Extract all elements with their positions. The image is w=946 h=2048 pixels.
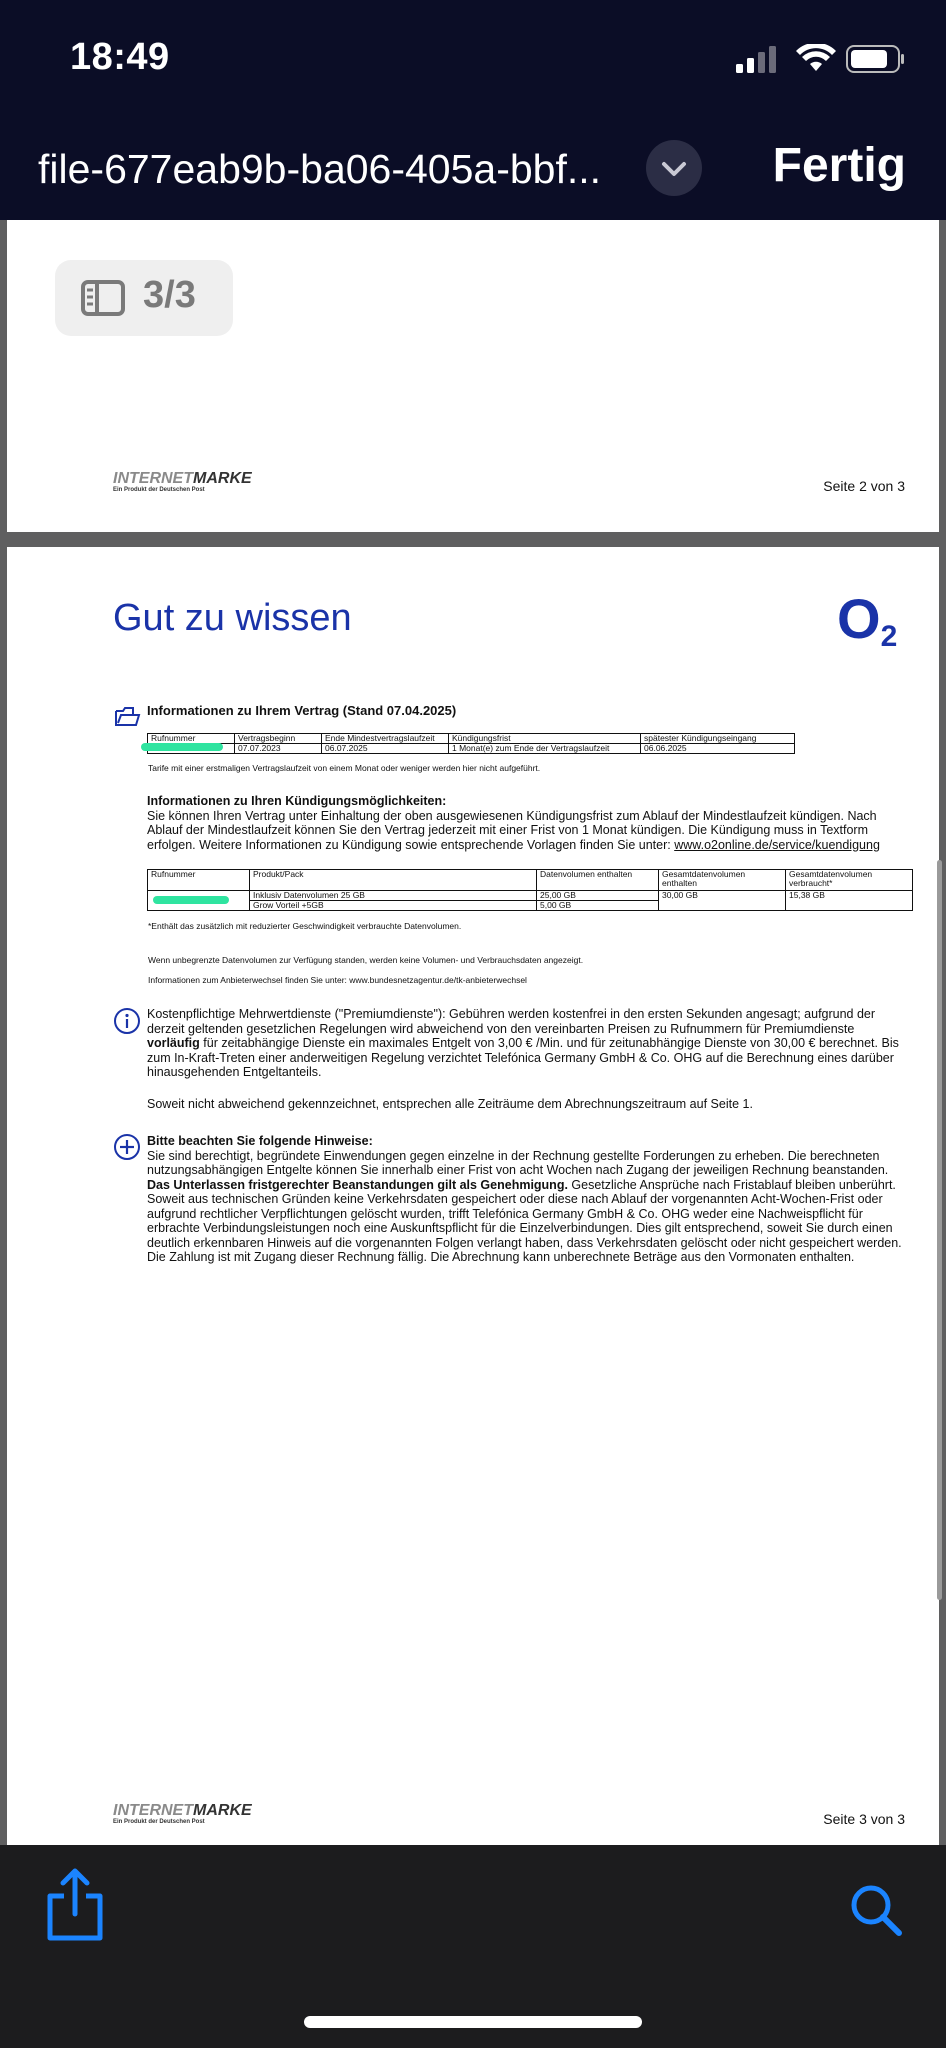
termination-link[interactable]: www.o2online.de/service/kuendigung <box>674 837 880 852</box>
premium-services-paragraph: Kostenpflichtige Mehrwertdienste ("Premiumdienste"): Gebühren werden kostenfrei in den ersten Sekunden angesagt; aufgrund der derzeit geltenden gesetzlichen Regelungen wird abweichend von den vereinbarten Preisen zu Rufnummern für Premiumdienste vorläufig für zeitabhängige Dienste ein maximales Entgelt von 3,00 € /Min. und für zeitunabhängige Dienste von 30,00 € berechnet. Bis zum In-Kraft-Treten einer anderweitigen Regelung verzichtet Telefónica Germany GmbH & Co. OHG auf die Berechnung eines darüber hinausgehenden Entgeltanteils. <box>147 1007 899 1079</box>
wifi-icon <box>796 44 836 71</box>
period-paragraph: Soweit nicht abweichend gekennzeichnet, entsprechen alle Zeiträume dem Abrechnungszeitraum auf Seite 1. <box>147 1097 753 1111</box>
switch-note: Informationen zum Anbieterwechsel finden Sie unter: www.bundesnetzagentur.de/tk-anbieterwechsel <box>148 975 527 985</box>
page-indicator-text: 3/3 <box>143 274 196 316</box>
folder-icon <box>113 703 141 731</box>
table-header: Rufnummer <box>148 870 250 891</box>
unlimited-note: Wenn unbegrenzte Datenvolumen zur Verfügung standen, werden keine Volumen- und Verbrauchsdaten angezeigt. <box>148 955 584 965</box>
table-cell: 25,00 GB <box>537 891 659 901</box>
title-menu-button[interactable] <box>646 140 702 196</box>
table-header: Gesamtdatenvolumen enthalten <box>659 870 786 891</box>
table-header: Kündigungsfrist <box>449 734 641 744</box>
contract-heading: Informationen zu Ihrem Vertrag (Stand 07.04.2025) <box>147 703 457 718</box>
contract-table <box>147 733 795 754</box>
hints-paragraph: Bitte beachten Sie folgende Hinweise: Sie sind berechtigt, begründete Einwendungen gegen einzelne in der Rechnung gestellte Forderungen zu erheben. Die berechneten nutzungsabhängigen Entgelte können Sie innerhalb einer Frist von acht Wochen nach Zugang der jeweiligen Rechnung beanstanden. Das Unterlassen fristgerechter Beanstandungen gilt als Genehmigung. Gesetzliche Ansprüche nach Fristablauf bleiben unberührt. Soweit aus technischen Gründen keine Verkehrsdaten gespeichert oder diese nach Ablauf der vorgenannten Acht-Wochen-Frist oder aufgrund rechtlicher Verpflichtungen gelöscht wurden, trifft Telefónica Germany GmbH & Co. OHG weder eine Nachweispflicht für erbrachte Verbindungsleistungen noch eine Auskunftspflicht für die Einzelverbindungen. Dies gilt entsprechend, soweit Sie durch einen deutlich erkennbaren Hinweis auf die vorgenannten Folgen verlangt haben, dass Verkehrsdaten gelöscht oder nicht gespeichert werden. Die Zahlung ist mit Zugang dieser Rechnung fällig. Die Abrechnung kann unberechnete Beträge aus den Vormonaten enthalten. <box>147 1134 902 1264</box>
info-icon <box>113 1007 141 1035</box>
table-cell: 1 Monat(e) zum Ende der Vertragslaufzeit <box>449 744 641 754</box>
home-indicator <box>304 2016 642 2028</box>
table-cell: 07.07.2023 <box>235 744 322 754</box>
internetmarke-logo: INTERNETMARKE Ein Produkt der Deutschen Post <box>113 470 252 493</box>
page-title: Gut zu wissen <box>113 597 352 639</box>
table-cell: Grow Vorteil +5GB <box>250 901 537 911</box>
signal-icon <box>736 46 776 73</box>
table-header: spätester Kündigungseingang <box>641 734 795 744</box>
page-number: Seite 2 von 3 <box>823 478 905 494</box>
page-number: Seite 3 von 3 <box>823 1811 905 1827</box>
table-cell: 5,00 GB <box>537 901 659 911</box>
table-cell: 06.07.2025 <box>322 744 449 754</box>
status-time: 18:49 <box>70 36 170 78</box>
table-header: Vertragsbeginn <box>235 734 322 744</box>
table-header: Rufnummer <box>148 734 235 744</box>
page-indicator[interactable] <box>55 260 233 336</box>
table-header: Produkt/Pack <box>250 870 537 891</box>
table-cell: Inklusiv Datenvolumen 25 GB <box>250 891 537 901</box>
chevron-down-icon <box>646 140 702 196</box>
data-note: *Enthält das zusätzlich mit reduzierter Geschwindigkeit verbrauchte Datenvolumen. <box>148 921 462 931</box>
document-page-2 <box>7 220 939 532</box>
status-icons <box>736 44 906 74</box>
data-volume-table <box>147 869 913 911</box>
file-title: file-677eab9b-ba06-405a-bbf... <box>38 146 602 192</box>
search-icon[interactable] <box>848 1882 904 1938</box>
internetmarke-logo: INTERNETMARKE Ein Produkt der Deutschen Post <box>113 1802 252 1825</box>
table-header: Gesamtdatenvolumen verbraucht* <box>786 870 913 891</box>
scrollbar[interactable] <box>937 860 942 1600</box>
table-header: Ende Mindestvertragslaufzeit <box>322 734 449 744</box>
done-button[interactable]: Fertig <box>772 139 906 192</box>
redaction-mark <box>141 743 223 751</box>
redaction-mark <box>153 896 229 904</box>
termination-info: Informationen zu Ihren Kündigungsmöglichkeiten: Sie können Ihren Vertrag unter Einhaltung der oben ausgewiesenen Kündigungsfrist zum Ablauf der Mindestlaufzeit kündigen. Nach Ablauf der Mindestlaufzeit können Sie den Vertrag jederzeit mit einer Frist von 1 Monat kündigen. Die Kündigung muss in Textform erfolgen. Weitere Informationen zu Kündigung sowie entsprechende Vorlagen finden Sie unter: www.o2online.de/service/kuendigung <box>147 794 880 852</box>
plus-circle-icon <box>113 1133 141 1161</box>
table-cell: 30,00 GB <box>659 891 786 911</box>
share-icon[interactable] <box>44 1866 106 1942</box>
table-cell: 06.06.2025 <box>641 744 795 754</box>
table-header: Datenvolumen enthalten <box>537 870 659 891</box>
battery-icon <box>847 46 904 72</box>
table-cell: 15,38 GB <box>786 891 913 911</box>
sidebar-icon <box>81 280 125 316</box>
o2-logo: $O_2$ <box>837 587 898 653</box>
contract-note: Tarife mit einer erstmaligen Vertragslaufzeit von einem Monat oder weniger werden hier nicht aufgeführt. <box>148 763 541 773</box>
